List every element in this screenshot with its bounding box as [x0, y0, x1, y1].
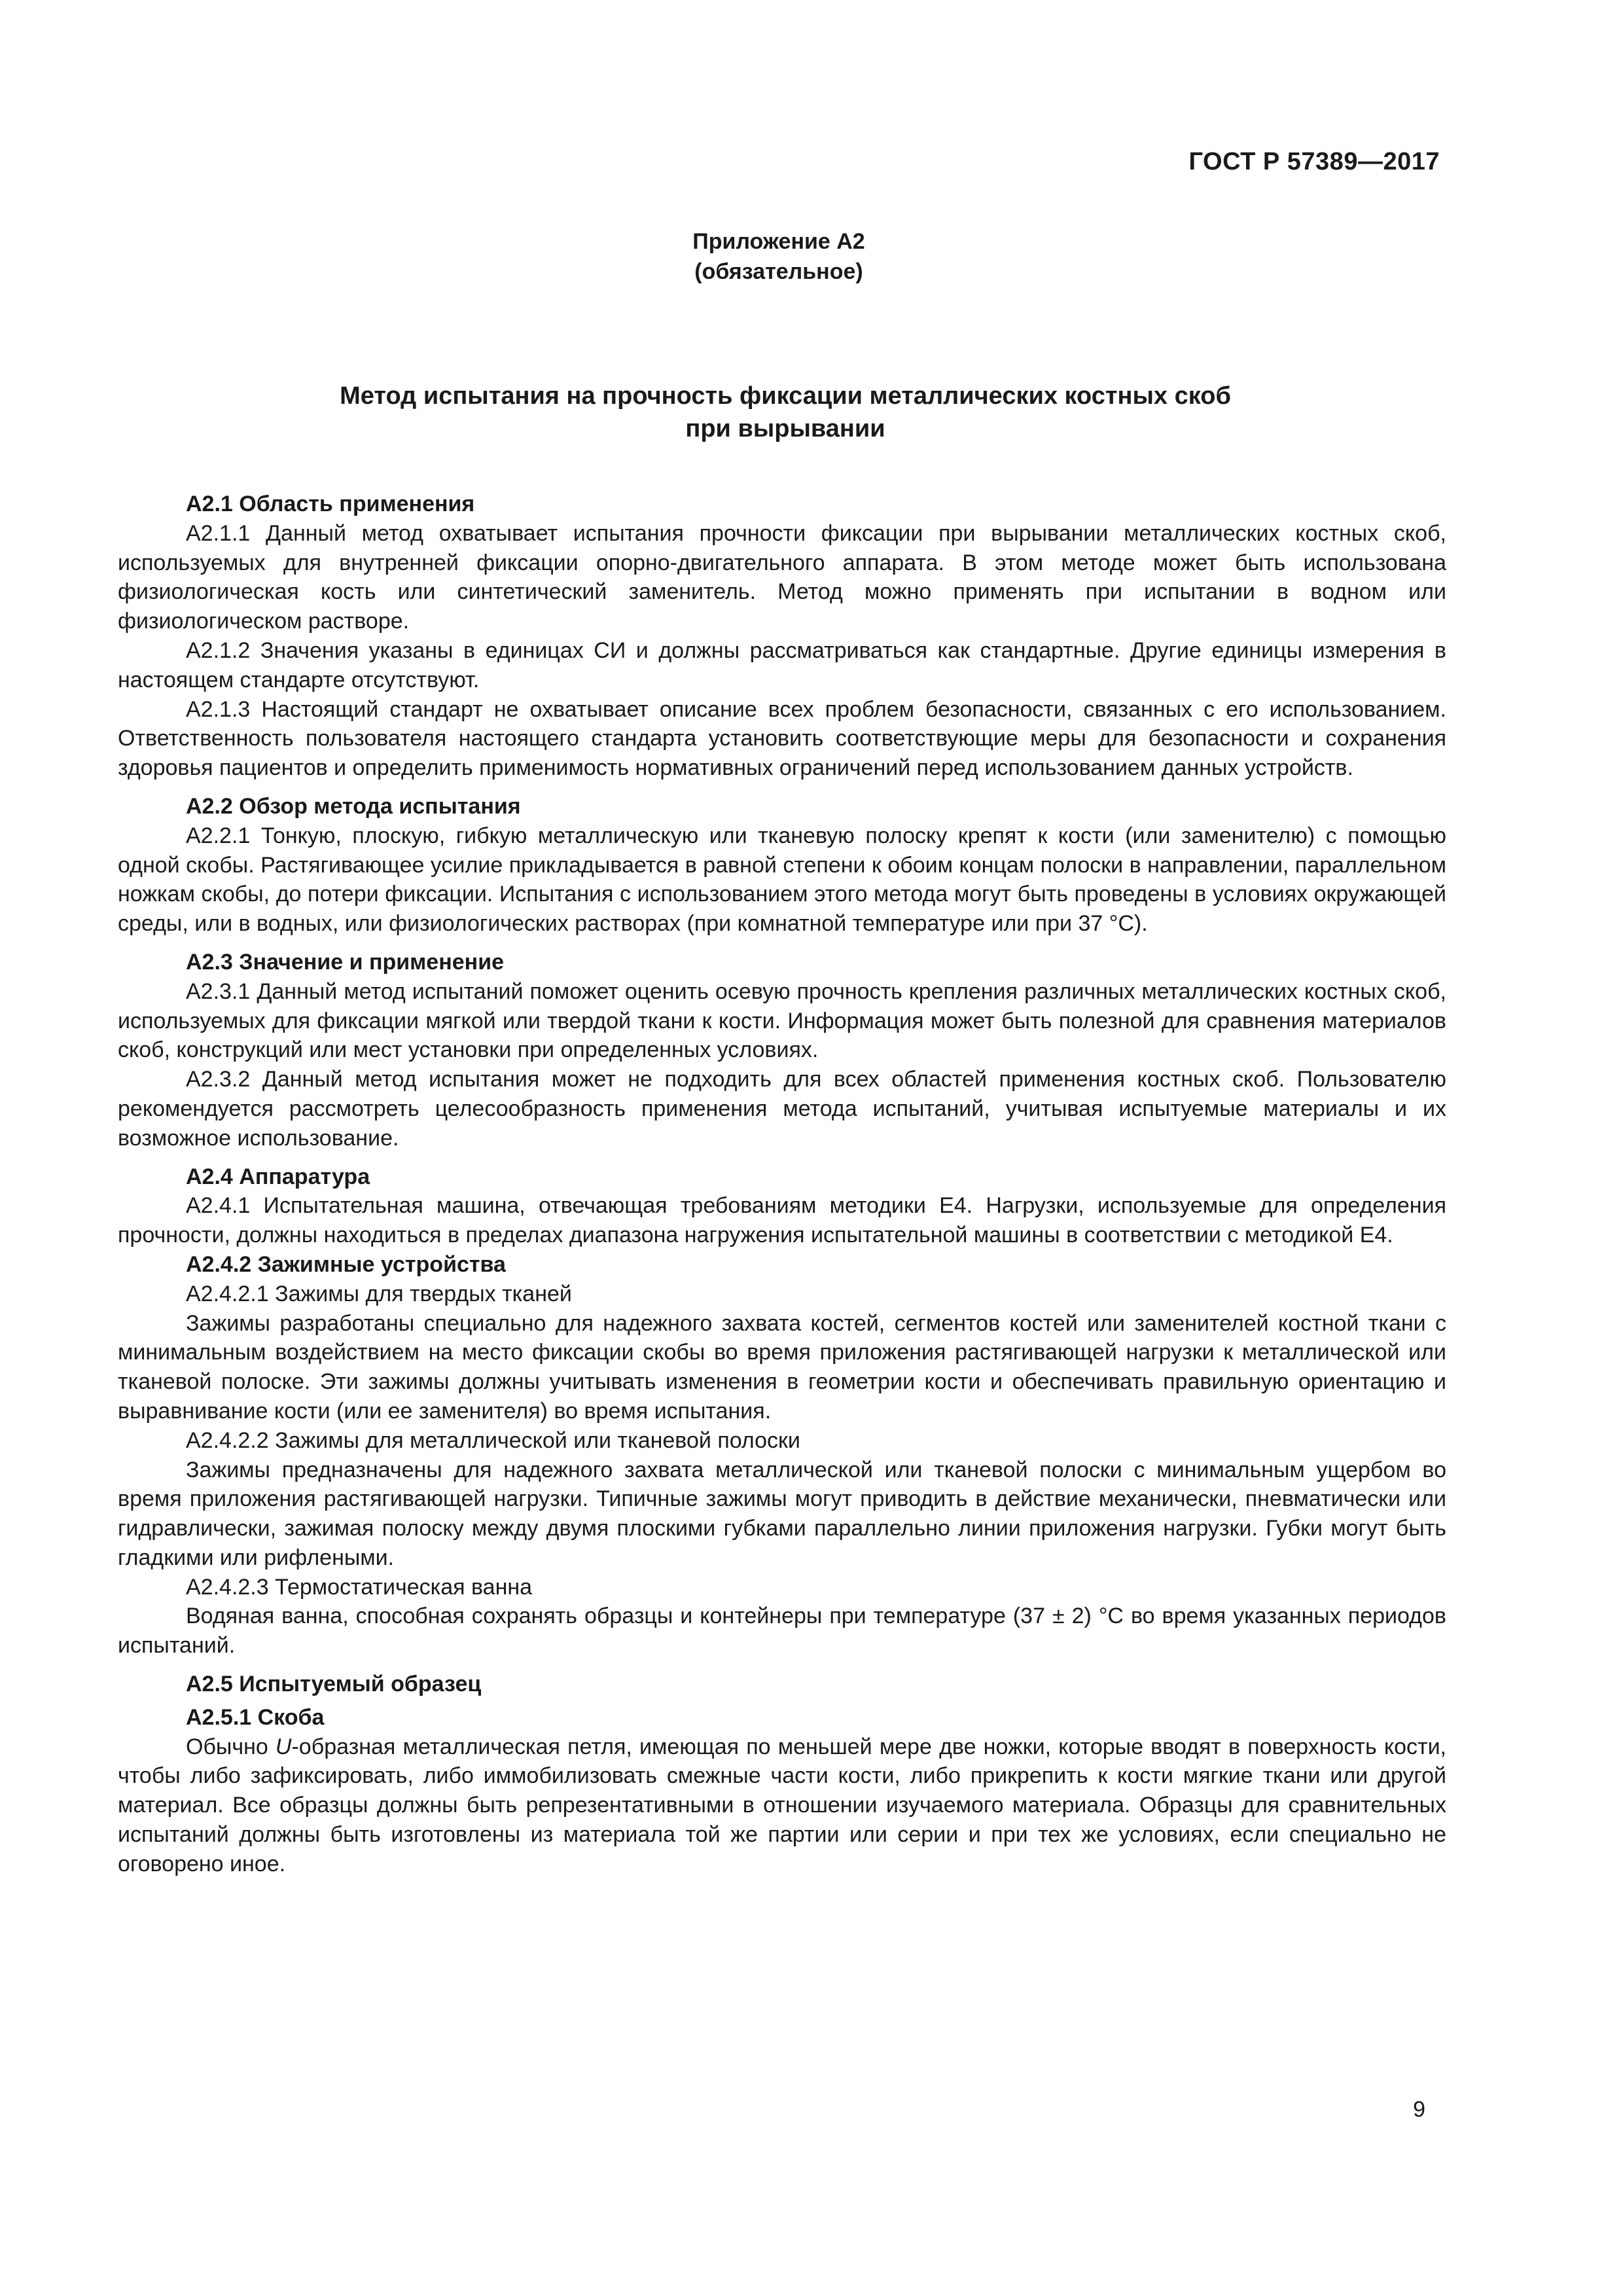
paragraph-a2-1-3: А2.1.3 Настоящий стандарт не охватывает описание всех проблем безопасности, связанных с его использованием. Ответственность пользователя настоящего стандарта установить соответствующие меры для безопасности и сохранения здоровья пациентов и определить применимость нормативных ограничений перед использованием данных устройств. [118, 696, 1446, 781]
paragraph-a2-2-1: А2.2.1 Тонкую, плоскую, гибкую металлическую или тканевую полоску крепят к кости (или заменителю) с помощью одной скобы. Растягивающее усилие прикладывается в равной степени к обоим концам полоски в направлении, параллельном ножкам скобы, до потери фиксации. Испытания с использованием этого метода могут быть проведены в условиях окружающей среды, или в водных, или физиологических растворах (при комнатной температуре или при 37 °С). [118, 823, 1446, 937]
title-line-2: при вырывании [685, 415, 885, 442]
section-heading-a2-5: А2.5 Испытуемый образец [186, 1672, 482, 1697]
appendix-heading [0, 226, 1558, 287]
section-heading-a2-2: А2.2 Обзор метода испытания [186, 793, 521, 819]
item-text-a2-4-2-3: Водяная ванна, способная сохранять образцы и контейнеры при температуре (37 ± 2) °С во время указанных периодов испытаний. [118, 1604, 1446, 1659]
page-number: 9 [1413, 2097, 1425, 2122]
document-body [118, 490, 1446, 1879]
paragraph-a2-1-2: А2.1.2 Значения указаны в единицах СИ и должны рассматриваться как стандартные. Другие единицы измерения в настоящем стандарте отсутствуют. [118, 637, 1446, 692]
paragraph-a2-3-1: А2.3.1 Данный метод испытаний поможет оценить осевую прочность крепления различных металлических костных скоб, используемых для фиксации мягкой или твердой ткани к кости. Информация может быть полезной для сравнения материалов скоб, конструкций или мест установки при определенных условиях. [118, 978, 1446, 1063]
paragraph-a2-5-1-italic: U [275, 1734, 292, 1759]
paragraph-a2-5-1-rest: -образная металлическая петля, имеющая по меньшей мере две ножки, которые вводят в поверхность кости, чтобы либо зафиксировать, либо иммобилизовать смежные части кости, либо прикрепить к кости мягкие ткани или другой материал. Все образцы должны быть репрезентативными в отношении изучаемого материала. Образцы для сравнительных испытаний должны быть изготовлены из материала той же партии или серии и при тех же условиях, если специально не оговорено иное. [118, 1734, 1447, 1876]
item-title-a2-4-2-3: А2.4.2.3 Термостатическая ванна [186, 1574, 533, 1600]
paragraph-a2-3-2: А2.3.2 Данный метод испытания может не подходить для всех областей применения костных скоб. Пользователю рекомендуется рассмотреть целесообразность применения метода испытаний, учитывая испытуемые материалы и их возможное использование. [118, 1067, 1446, 1151]
title-line-1: Метод испытания на прочность фиксации металлических костных скоб [340, 382, 1231, 410]
section-heading-a2-1: А2.1 Область применения [186, 492, 475, 516]
item-text-a2-4-2-1: Зажимы разработаны специально для надежного захвата костей, сегментов костей или заменителей костной ткани с минимальным воздействием на место фиксации скобы во время приложения растягивающей нагрузки к металлической или тканевой полоске. Эти зажимы должны учитывать изменения в геометрии кости и обеспечивать правильную ориентацию и выравнивание кости (или ее заменителя) во время испытания. [118, 1310, 1446, 1424]
subsection-heading-a2-5-1: А2.5.1 Скоба [186, 1704, 325, 1730]
appendix-label: Приложение А2 [692, 229, 865, 254]
paragraph-a2-1-1: А2.1.1 Данный метод охватывает испытания прочности фиксации при вырывании металлических костных скоб, используемых для внутренней фиксации опорно-двигательного аппарата. В этом методе может быть использована физиологическая кость или синтетический заменитель. Метод можно применять при испытании в водном или физиологическом растворе. [118, 520, 1446, 634]
paragraph-a2-5-1-prefix: Обычно [186, 1734, 276, 1759]
subsection-heading-a2-4-2: А2.4.2 Зажимные устройства [186, 1251, 506, 1277]
section-heading-a2-4: А2.4 Аппаратура [186, 1164, 370, 1189]
paragraph-a2-5-1 [118, 1732, 1446, 1879]
appendix-type: (обязательное) [694, 259, 863, 284]
section-heading-a2-3: А2.3 Значение и применение [186, 949, 505, 975]
document-title [0, 380, 1571, 445]
document-code: ГОСТ Р 57389—2017 [1188, 148, 1440, 175]
item-title-a2-4-2-2: А2.4.2.2 Зажимы для металлической или тканевой полоски [186, 1427, 800, 1453]
item-title-a2-4-2-1: А2.4.2.1 Зажимы для твердых тканей [186, 1281, 572, 1306]
paragraph-a2-4-1: А2.4.1 Испытательная машина, отвечающая требованиям методики Е4. Нагрузки, используемые для определения прочности, должны находиться в пределах диапазона нагружения испытательной машины в соответствии с методикой Е4. [118, 1193, 1446, 1248]
item-text-a2-4-2-2: Зажимы предназначены для надежного захвата металлической или тканевой полоски с минимальным ущербом во время приложения растягивающей нагрузки. Типичные зажимы могут приводить в действие механически, пневматически или гидравлически, зажимая полоску между двумя плоскими губками параллельно линии приложения нагрузки. Губки могут быть гладкими или рифлеными. [118, 1457, 1446, 1570]
